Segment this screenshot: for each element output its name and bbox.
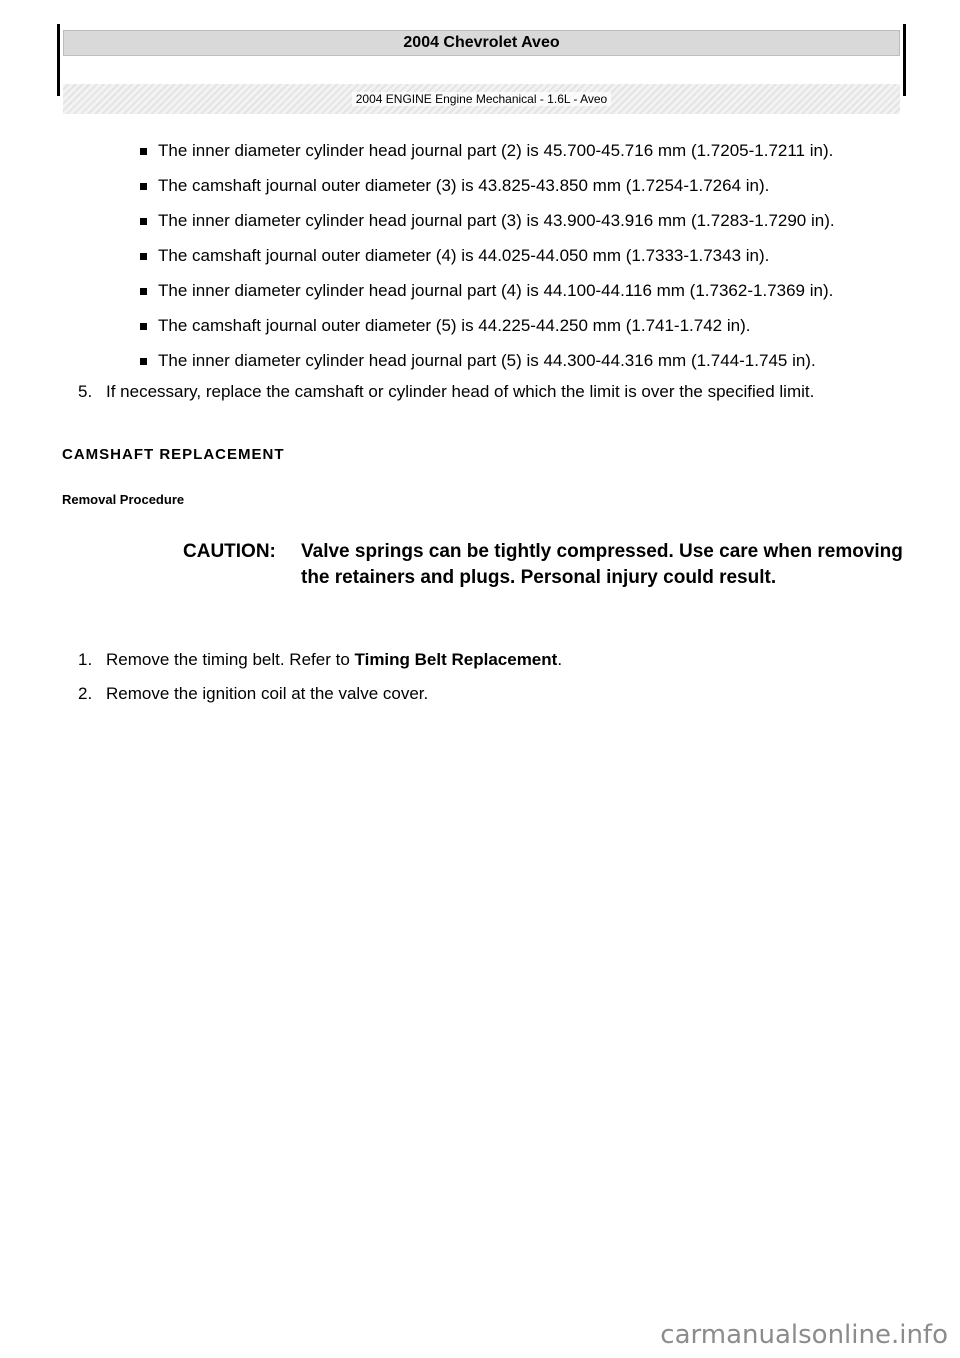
document-subtitle-bar [63,84,900,114]
removal-step-1 [0,647,960,673]
document-subtitle: 2004 ENGINE Engine Mechanical - 1.6L - Aveo [352,92,611,106]
removal-step-2 [0,681,960,707]
measurement-item [0,243,960,269]
measurement-text: The camshaft journal outer diameter (4) is 44.025-44.050 mm (1.7333-1.7343 in). [158,246,770,265]
step-number: 5. [78,382,93,401]
bullet-square-icon [140,253,147,260]
step-number: 1. [78,650,93,669]
step-text: Remove the ignition coil at the valve cover. [106,684,429,703]
document-title: 2004 Chevrolet Aveo [63,30,900,56]
measurement-item [0,173,960,199]
measurement-item [0,313,960,339]
header-left-rule [57,24,60,96]
measurement-text: The inner diameter cylinder head journal part (5) is 44.300-44.316 mm (1.744-1.745 in). [158,351,816,370]
measurement-text: The inner diameter cylinder head journal part (4) is 44.100-44.116 mm (1.7362-1.7369 in). [158,281,834,300]
measurement-item [0,138,960,164]
subsection-title: Removal Procedure [62,492,185,507]
measurement-text: The inner diameter cylinder head journal part (2) is 45.700-45.716 mm (1.7205-1.7211 in). [158,141,834,160]
measurement-item [0,278,960,304]
bullet-square-icon [140,358,147,365]
page-header [57,24,906,106]
removal-steps [0,647,960,707]
page-content [0,138,960,715]
caution-block [0,539,960,617]
bullet-square-icon [140,183,147,190]
step-text: Remove the timing belt. Refer to [106,650,355,669]
bullet-square-icon [140,218,147,225]
caution-label: CAUTION: [183,541,276,562]
bullet-square-icon [140,148,147,155]
measurement-list [0,138,960,374]
bullet-square-icon [140,288,147,295]
measurement-text: The camshaft journal outer diameter (5) is 44.225-44.250 mm (1.741-1.742 in). [158,316,751,335]
step-5 [0,379,960,405]
caution-text: Valve springs can be tightly compressed. Use care when removing the retainers and plugs. Personal injury could result. [301,541,903,588]
measurement-item [0,208,960,234]
measurement-text: The camshaft journal outer diameter (3) is 43.825-43.850 mm (1.7254-1.7264 in). [158,176,770,195]
bullet-square-icon [140,323,147,330]
timing-belt-replacement-link[interactable]: Timing Belt Replacement [354,650,558,669]
measurement-text: The inner diameter cylinder head journal part (3) is 43.900-43.916 mm (1.7283-1.7290 in). [158,211,835,230]
site-watermark: carmanualsonline.info [660,1320,948,1350]
section-title: CAMSHAFT REPLACEMENT [62,446,285,463]
header-right-rule [903,24,906,96]
step-text: If necessary, replace the camshaft or cylinder head of which the limit is over the specified limit. [106,382,815,401]
measurement-item [0,348,960,374]
step-suffix: . [557,650,563,669]
step-number: 2. [78,684,93,703]
